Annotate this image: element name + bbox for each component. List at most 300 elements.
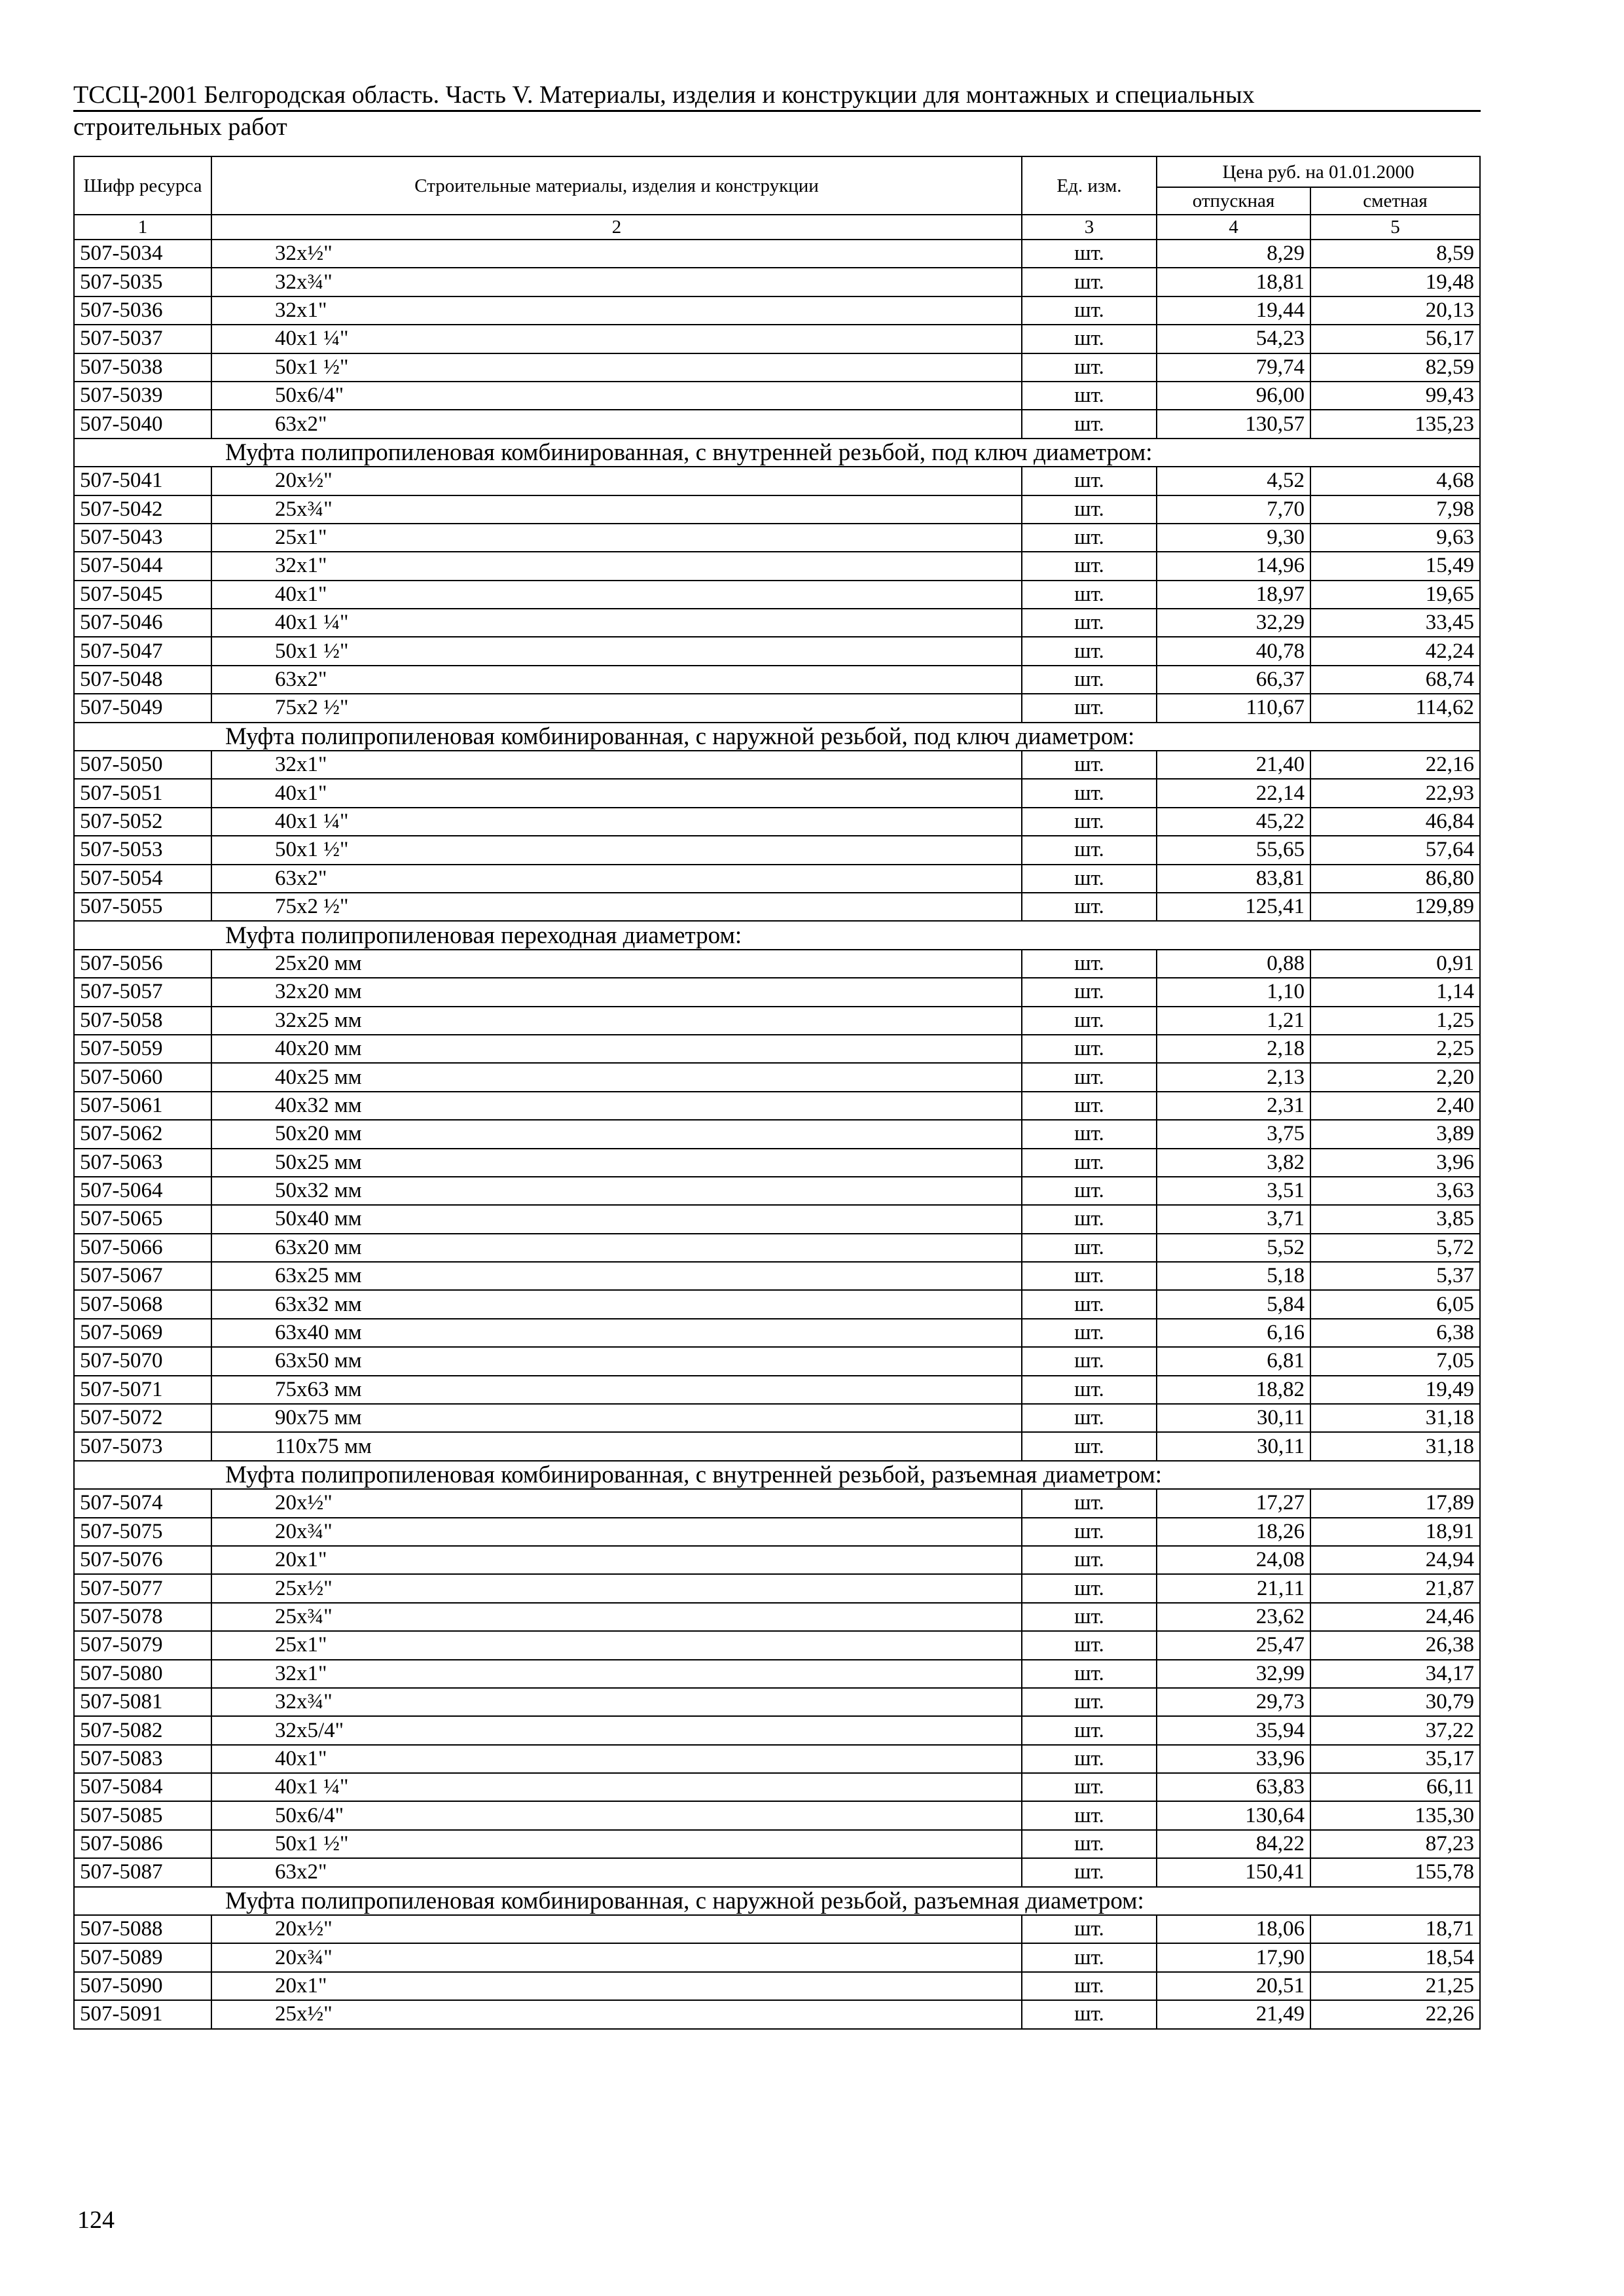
item-name-cell: 20х1": [211, 1546, 1022, 1574]
unit-cell: шт.: [1022, 524, 1157, 552]
unit-cell: шт.: [1022, 1830, 1157, 1858]
release-price-cell: 32,99: [1157, 1660, 1310, 1688]
estimate-price-cell: 30,79: [1310, 1688, 1480, 1716]
unit-cell: шт.: [1022, 495, 1157, 524]
estimate-price-cell: 135,23: [1310, 410, 1480, 438]
resource-code-cell: 507-5052: [74, 808, 211, 836]
estimate-price-cell: 155,78: [1310, 1858, 1480, 1886]
table-row: [74, 1376, 1480, 1404]
release-price-cell: 83,81: [1157, 865, 1310, 893]
estimate-price-cell: 2,20: [1310, 1063, 1480, 1091]
item-name-cell: 40х32 мм: [211, 1092, 1022, 1120]
table-row: [74, 836, 1480, 864]
release-price-cell: 1,21: [1157, 1007, 1310, 1035]
table-row: [74, 1120, 1480, 1148]
release-price-cell: 30,11: [1157, 1432, 1310, 1460]
release-price-cell: 4,52: [1157, 467, 1310, 495]
resource-code-cell: 507-5062: [74, 1120, 211, 1148]
unit-cell: шт.: [1022, 581, 1157, 609]
release-price-cell: 6,16: [1157, 1319, 1310, 1347]
release-price-cell: 45,22: [1157, 808, 1310, 836]
resource-code-cell: 507-5037: [74, 325, 211, 353]
unit-cell: шт.: [1022, 467, 1157, 495]
unit-cell: шт.: [1022, 1290, 1157, 1318]
item-name-cell: 40х1": [211, 1745, 1022, 1773]
estimate-price-cell: 24,94: [1310, 1546, 1480, 1574]
table-row: [74, 1149, 1480, 1177]
estimate-price-cell: 19,48: [1310, 268, 1480, 296]
estimate-price-cell: 6,38: [1310, 1319, 1480, 1347]
header-code: Шифр ресурса: [74, 156, 211, 215]
resource-code-cell: 507-5091: [74, 2000, 211, 2028]
estimate-price-cell: 42,24: [1310, 637, 1480, 665]
item-name-cell: 40х1": [211, 581, 1022, 609]
release-price-cell: 5,52: [1157, 1234, 1310, 1262]
release-price-cell: 2,31: [1157, 1092, 1310, 1120]
release-price-cell: 3,75: [1157, 1120, 1310, 1148]
table-header: [74, 156, 1480, 240]
estimate-price-cell: 24,46: [1310, 1603, 1480, 1631]
item-name-cell: 25х20 мм: [211, 950, 1022, 978]
release-price-cell: 22,14: [1157, 779, 1310, 807]
resource-code-cell: 507-5035: [74, 268, 211, 296]
unit-cell: шт.: [1022, 1177, 1157, 1205]
resource-code-cell: 507-5083: [74, 1745, 211, 1773]
item-name-cell: 32х¾": [211, 1688, 1022, 1716]
resource-code-cell: 507-5089: [74, 1943, 211, 1971]
release-price-cell: 18,06: [1157, 1915, 1310, 1943]
table-row: [74, 1801, 1480, 1829]
unit-cell: шт.: [1022, 1063, 1157, 1091]
resource-code-cell: 507-5051: [74, 779, 211, 807]
header-col-number: 4: [1157, 215, 1310, 240]
resource-code-cell: 507-5074: [74, 1489, 211, 1517]
resource-code-cell: 507-5066: [74, 1234, 211, 1262]
resource-code-cell: 507-5085: [74, 1801, 211, 1829]
release-price-cell: 18,82: [1157, 1376, 1310, 1404]
item-name-cell: 63х50 мм: [211, 1347, 1022, 1375]
estimate-price-cell: 2,40: [1310, 1092, 1480, 1120]
resource-code-cell: 507-5049: [74, 694, 211, 722]
release-price-cell: 25,47: [1157, 1631, 1310, 1659]
release-price-cell: 18,81: [1157, 268, 1310, 296]
unit-cell: шт.: [1022, 268, 1157, 296]
unit-cell: шт.: [1022, 1205, 1157, 1233]
unit-cell: шт.: [1022, 1943, 1157, 1971]
resource-code-cell: 507-5077: [74, 1574, 211, 1602]
table-row: [74, 666, 1480, 694]
header-col-number: 5: [1310, 215, 1480, 240]
resource-code-cell: 507-5034: [74, 240, 211, 268]
release-price-cell: 2,13: [1157, 1063, 1310, 1091]
resource-code-cell: 507-5078: [74, 1603, 211, 1631]
table-row: [74, 1574, 1480, 1602]
resource-code-cell: 507-5072: [74, 1404, 211, 1432]
release-price-cell: 17,27: [1157, 1489, 1310, 1517]
unit-cell: шт.: [1022, 1801, 1157, 1829]
release-price-cell: 6,81: [1157, 1347, 1310, 1375]
header-unit: Ед. изм.: [1022, 156, 1157, 215]
item-name-cell: 40х1": [211, 779, 1022, 807]
estimate-price-cell: 46,84: [1310, 808, 1480, 836]
unit-cell: шт.: [1022, 1518, 1157, 1546]
item-name-cell: 32х1": [211, 1660, 1022, 1688]
estimate-price-cell: 114,62: [1310, 694, 1480, 722]
release-price-cell: 3,51: [1157, 1177, 1310, 1205]
resource-code-cell: 507-5040: [74, 410, 211, 438]
unit-cell: шт.: [1022, 410, 1157, 438]
document-header: [73, 80, 1481, 142]
table-row: [74, 1262, 1480, 1290]
table-row: [74, 1943, 1480, 1971]
resource-code-cell: 507-5055: [74, 893, 211, 921]
unit-cell: шт.: [1022, 1347, 1157, 1375]
header-line-2: строительных работ: [73, 113, 287, 141]
item-name-cell: 25х1": [211, 524, 1022, 552]
release-price-cell: 40,78: [1157, 637, 1310, 665]
unit-cell: шт.: [1022, 694, 1157, 722]
release-price-cell: 21,40: [1157, 751, 1310, 779]
estimate-price-cell: 1,25: [1310, 1007, 1480, 1035]
resource-code-cell: 507-5084: [74, 1773, 211, 1801]
table-row: [74, 1716, 1480, 1744]
price-table: [73, 156, 1481, 2030]
resource-code-cell: 507-5045: [74, 581, 211, 609]
item-name-cell: 20х½": [211, 467, 1022, 495]
item-name-cell: 32х1": [211, 751, 1022, 779]
item-name-cell: 63х40 мм: [211, 1319, 1022, 1347]
item-name-cell: 32х5/4": [211, 1716, 1022, 1744]
item-name-cell: 40х1 ¼": [211, 808, 1022, 836]
item-name-cell: 40х1 ¼": [211, 1773, 1022, 1801]
table-row: [74, 1518, 1480, 1546]
resource-code-cell: 507-5065: [74, 1205, 211, 1233]
table-row: [74, 1546, 1480, 1574]
group-heading: Муфта полипропиленовая переходная диаметром:: [74, 921, 1480, 949]
unit-cell: шт.: [1022, 1603, 1157, 1631]
release-price-cell: 130,57: [1157, 410, 1310, 438]
item-name-cell: 32х25 мм: [211, 1007, 1022, 1035]
estimate-price-cell: 35,17: [1310, 1745, 1480, 1773]
estimate-price-cell: 86,80: [1310, 865, 1480, 893]
release-price-cell: 130,64: [1157, 1801, 1310, 1829]
table-row: [74, 240, 1480, 268]
item-name-cell: 32х¾": [211, 268, 1022, 296]
resource-code-cell: 507-5054: [74, 865, 211, 893]
table-row: [74, 637, 1480, 665]
resource-code-cell: 507-5041: [74, 467, 211, 495]
item-name-cell: 63х25 мм: [211, 1262, 1022, 1290]
item-name-cell: 32х20 мм: [211, 978, 1022, 1006]
estimate-price-cell: 17,89: [1310, 1489, 1480, 1517]
resource-code-cell: 507-5038: [74, 353, 211, 382]
unit-cell: шт.: [1022, 1262, 1157, 1290]
release-price-cell: 1,10: [1157, 978, 1310, 1006]
table-row: [74, 609, 1480, 637]
resource-code-cell: 507-5076: [74, 1546, 211, 1574]
group-heading: Муфта полипропиленовая комбинированная, с наружной резьбой, разъемная диаметром:: [74, 1887, 1480, 1915]
item-name-cell: 32х1": [211, 296, 1022, 325]
table-row: [74, 1830, 1480, 1858]
estimate-price-cell: 18,71: [1310, 1915, 1480, 1943]
table-row: [74, 1915, 1480, 1943]
table-row: [74, 1319, 1480, 1347]
resource-code-cell: 507-5043: [74, 524, 211, 552]
item-name-cell: 25х¾": [211, 1603, 1022, 1631]
resource-code-cell: 507-5048: [74, 666, 211, 694]
table-row: [74, 751, 1480, 779]
release-price-cell: 32,29: [1157, 609, 1310, 637]
estimate-price-cell: 99,43: [1310, 382, 1480, 410]
estimate-price-cell: 129,89: [1310, 893, 1480, 921]
item-name-cell: 20х½": [211, 1915, 1022, 1943]
table-row: [74, 410, 1480, 438]
release-price-cell: 33,96: [1157, 1745, 1310, 1773]
table-row: [74, 950, 1480, 978]
estimate-price-cell: 33,45: [1310, 609, 1480, 637]
unit-cell: шт.: [1022, 666, 1157, 694]
release-price-cell: 19,44: [1157, 296, 1310, 325]
release-price-cell: 23,62: [1157, 1603, 1310, 1631]
group-heading-row: [74, 1887, 1480, 1915]
item-name-cell: 25х¾": [211, 495, 1022, 524]
release-price-cell: 66,37: [1157, 666, 1310, 694]
item-name-cell: 63х32 мм: [211, 1290, 1022, 1318]
table-row: [74, 1404, 1480, 1432]
resource-code-cell: 507-5036: [74, 296, 211, 325]
header-name: Строительные материалы, изделия и конструкции: [211, 156, 1022, 215]
estimate-price-cell: 31,18: [1310, 1404, 1480, 1432]
estimate-price-cell: 19,49: [1310, 1376, 1480, 1404]
item-name-cell: 20х¾": [211, 1518, 1022, 1546]
resource-code-cell: 507-5042: [74, 495, 211, 524]
page-number: 124: [77, 2206, 115, 2234]
unit-cell: шт.: [1022, 1716, 1157, 1744]
release-price-cell: 5,18: [1157, 1262, 1310, 1290]
table-row: [74, 1858, 1480, 1886]
unit-cell: шт.: [1022, 865, 1157, 893]
table-row: [74, 1092, 1480, 1120]
group-heading: Муфта полипропиленовая комбинированная, с наружной резьбой, под ключ диаметром:: [74, 723, 1480, 751]
release-price-cell: 7,70: [1157, 495, 1310, 524]
unit-cell: шт.: [1022, 1773, 1157, 1801]
table-row: [74, 1773, 1480, 1801]
table-row: [74, 1745, 1480, 1773]
table-row: [74, 978, 1480, 1006]
release-price-cell: 14,96: [1157, 552, 1310, 580]
item-name-cell: 40х1 ¼": [211, 325, 1022, 353]
header-col-number: 2: [211, 215, 1022, 240]
item-name-cell: 40х25 мм: [211, 1063, 1022, 1091]
estimate-price-cell: 57,64: [1310, 836, 1480, 864]
item-name-cell: 50х25 мм: [211, 1149, 1022, 1177]
table-row: [74, 694, 1480, 722]
table-row: [74, 552, 1480, 580]
unit-cell: шт.: [1022, 1319, 1157, 1347]
resource-code-cell: 507-5071: [74, 1376, 211, 1404]
item-name-cell: 25х½": [211, 1574, 1022, 1602]
unit-cell: шт.: [1022, 1376, 1157, 1404]
item-name-cell: 50х32 мм: [211, 1177, 1022, 1205]
release-price-cell: 110,67: [1157, 694, 1310, 722]
table-row: [74, 893, 1480, 921]
header-price-release: отпускная: [1157, 187, 1310, 215]
table-row: [74, 1631, 1480, 1659]
unit-cell: шт.: [1022, 1120, 1157, 1148]
table-row: [74, 779, 1480, 807]
estimate-price-cell: 87,23: [1310, 1830, 1480, 1858]
unit-cell: шт.: [1022, 893, 1157, 921]
estimate-price-cell: 21,87: [1310, 1574, 1480, 1602]
table-row: [74, 1688, 1480, 1716]
unit-cell: шт.: [1022, 2000, 1157, 2028]
group-heading-row: [74, 723, 1480, 751]
estimate-price-cell: 22,93: [1310, 779, 1480, 807]
estimate-price-cell: 3,63: [1310, 1177, 1480, 1205]
unit-cell: шт.: [1022, 1007, 1157, 1035]
unit-cell: шт.: [1022, 1660, 1157, 1688]
resource-code-cell: 507-5046: [74, 609, 211, 637]
group-heading-row: [74, 439, 1480, 467]
table-row: [74, 495, 1480, 524]
release-price-cell: 0,88: [1157, 950, 1310, 978]
item-name-cell: 63х20 мм: [211, 1234, 1022, 1262]
resource-code-cell: 507-5060: [74, 1063, 211, 1091]
release-price-cell: 17,90: [1157, 1943, 1310, 1971]
estimate-price-cell: 4,68: [1310, 467, 1480, 495]
item-name-cell: 40х20 мм: [211, 1035, 1022, 1063]
unit-cell: шт.: [1022, 978, 1157, 1006]
estimate-price-cell: 5,37: [1310, 1262, 1480, 1290]
item-name-cell: 20х1": [211, 1972, 1022, 2000]
unit-cell: шт.: [1022, 1546, 1157, 1574]
item-name-cell: 50х6/4": [211, 1801, 1022, 1829]
resource-code-cell: 507-5061: [74, 1092, 211, 1120]
resource-code-cell: 507-5056: [74, 950, 211, 978]
estimate-price-cell: 37,22: [1310, 1716, 1480, 1744]
release-price-cell: 18,97: [1157, 581, 1310, 609]
table-row: [74, 1290, 1480, 1318]
estimate-price-cell: 3,85: [1310, 1205, 1480, 1233]
unit-cell: шт.: [1022, 637, 1157, 665]
table-row: [74, 1063, 1480, 1091]
resource-code-cell: 507-5080: [74, 1660, 211, 1688]
unit-cell: шт.: [1022, 1035, 1157, 1063]
estimate-price-cell: 135,30: [1310, 1801, 1480, 1829]
item-name-cell: 75х2 ½": [211, 694, 1022, 722]
item-name-cell: 63х2": [211, 410, 1022, 438]
unit-cell: шт.: [1022, 1489, 1157, 1517]
release-price-cell: 9,30: [1157, 524, 1310, 552]
unit-cell: шт.: [1022, 240, 1157, 268]
release-price-cell: 84,22: [1157, 1830, 1310, 1858]
estimate-price-cell: 34,17: [1310, 1660, 1480, 1688]
resource-code-cell: 507-5081: [74, 1688, 211, 1716]
estimate-price-cell: 18,91: [1310, 1518, 1480, 1546]
estimate-price-cell: 19,65: [1310, 581, 1480, 609]
resource-code-cell: 507-5063: [74, 1149, 211, 1177]
resource-code-cell: 507-5059: [74, 1035, 211, 1063]
unit-cell: шт.: [1022, 1404, 1157, 1432]
unit-cell: шт.: [1022, 1858, 1157, 1886]
release-price-cell: 5,84: [1157, 1290, 1310, 1318]
item-name-cell: 20х½": [211, 1489, 1022, 1517]
unit-cell: шт.: [1022, 1574, 1157, 1602]
release-price-cell: 3,82: [1157, 1149, 1310, 1177]
release-price-cell: 29,73: [1157, 1688, 1310, 1716]
unit-cell: шт.: [1022, 1234, 1157, 1262]
table-row: [74, 808, 1480, 836]
release-price-cell: 79,74: [1157, 353, 1310, 382]
unit-cell: шт.: [1022, 1688, 1157, 1716]
table-row: [74, 581, 1480, 609]
estimate-price-cell: 26,38: [1310, 1631, 1480, 1659]
table-row: [74, 1007, 1480, 1035]
resource-code-cell: 507-5069: [74, 1319, 211, 1347]
estimate-price-cell: 7,98: [1310, 495, 1480, 524]
item-name-cell: 50х1 ½": [211, 637, 1022, 665]
group-heading: Муфта полипропиленовая комбинированная, с внутренней резьбой, под ключ диаметром:: [74, 439, 1480, 467]
unit-cell: шт.: [1022, 1915, 1157, 1943]
item-name-cell: 90х75 мм: [211, 1404, 1022, 1432]
release-price-cell: 21,49: [1157, 2000, 1310, 2028]
resource-code-cell: 507-5053: [74, 836, 211, 864]
unit-cell: шт.: [1022, 950, 1157, 978]
release-price-cell: 150,41: [1157, 1858, 1310, 1886]
release-price-cell: 30,11: [1157, 1404, 1310, 1432]
item-name-cell: 63х2": [211, 666, 1022, 694]
header-price: Цена руб. на 01.01.2000: [1157, 156, 1480, 187]
estimate-price-cell: 56,17: [1310, 325, 1480, 353]
item-name-cell: 25х1": [211, 1631, 1022, 1659]
unit-cell: шт.: [1022, 1631, 1157, 1659]
header-col-number: 3: [1022, 215, 1157, 240]
estimate-price-cell: 68,74: [1310, 666, 1480, 694]
item-name-cell: 50х1 ½": [211, 353, 1022, 382]
resource-code-cell: 507-5088: [74, 1915, 211, 1943]
resource-code-cell: 507-5070: [74, 1347, 211, 1375]
estimate-price-cell: 1,14: [1310, 978, 1480, 1006]
resource-code-cell: 507-5082: [74, 1716, 211, 1744]
item-name-cell: 50х6/4": [211, 382, 1022, 410]
table-row: [74, 268, 1480, 296]
estimate-price-cell: 20,13: [1310, 296, 1480, 325]
release-price-cell: 55,65: [1157, 836, 1310, 864]
group-heading-row: [74, 921, 1480, 949]
resource-code-cell: 507-5073: [74, 1432, 211, 1460]
estimate-price-cell: 5,72: [1310, 1234, 1480, 1262]
header-price-estimate: сметная: [1310, 187, 1480, 215]
release-price-cell: 3,71: [1157, 1205, 1310, 1233]
unit-cell: шт.: [1022, 353, 1157, 382]
item-name-cell: 50х20 мм: [211, 1120, 1022, 1148]
unit-cell: шт.: [1022, 1149, 1157, 1177]
table-row: [74, 1035, 1480, 1063]
estimate-price-cell: 2,25: [1310, 1035, 1480, 1063]
table-row: [74, 1432, 1480, 1460]
estimate-price-cell: 21,25: [1310, 1972, 1480, 2000]
estimate-price-cell: 22,16: [1310, 751, 1480, 779]
unit-cell: шт.: [1022, 751, 1157, 779]
item-name-cell: 32х1": [211, 552, 1022, 580]
estimate-price-cell: 7,05: [1310, 1347, 1480, 1375]
resource-code-cell: 507-5068: [74, 1290, 211, 1318]
unit-cell: шт.: [1022, 1972, 1157, 2000]
unit-cell: шт.: [1022, 836, 1157, 864]
table-row: [74, 353, 1480, 382]
table-row: [74, 1603, 1480, 1631]
resource-code-cell: 507-5047: [74, 637, 211, 665]
